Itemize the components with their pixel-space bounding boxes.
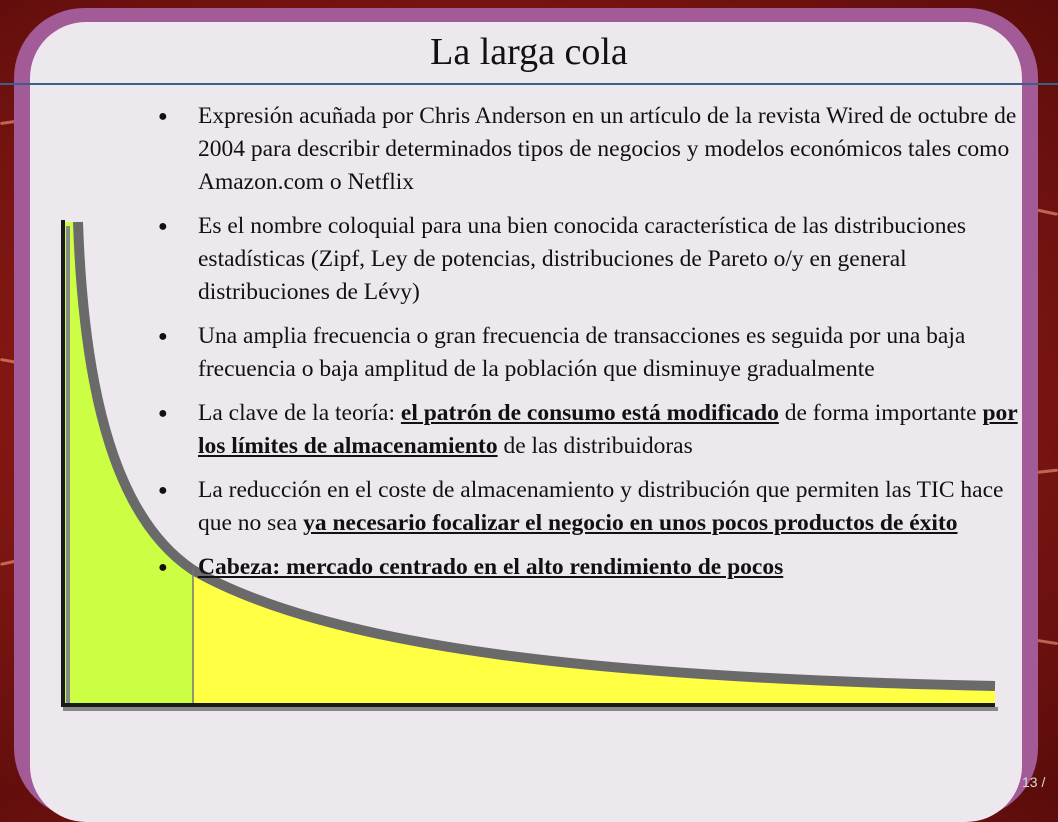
bullet-dot: ● (158, 405, 168, 422)
bullet-list (158, 100, 1028, 595)
bullet-item (158, 551, 1028, 584)
bullet-text: de forma importante (778, 400, 983, 426)
bullet-item (158, 397, 1028, 463)
bullet-emphasis: el patrón de consumo está modificado (400, 400, 779, 426)
bullet-dot: ● (158, 328, 168, 345)
bullet-text: La clave de la teoría: (198, 400, 401, 426)
bullet-emphasis: por los límites de almacenamiento (198, 400, 1018, 459)
bullet-item (158, 474, 1028, 540)
bullet-text: Expresión acuñada por Chris Anderson en un artículo de la revista Wired de octubre de 2004 para describir determinados tipos de negocios y modelos económicos tales como Amazon.com o Netflix (198, 103, 1017, 195)
bullet-item (158, 210, 1028, 309)
bullet-text: Es el nombre coloquial para una bien conocida característica de las distribuciones estadísticas (Zipf, Ley de potencias, distribuciones de Pareto o/y en general distribuciones de Lévy) (198, 213, 967, 305)
bullet-dot: ● (158, 482, 168, 499)
bullet-dot: ● (158, 218, 168, 235)
bullet-item (158, 100, 1028, 199)
bullet-text: La reducción en el coste de almacenamiento y distribución que permiten las TIC hace que no sea (198, 477, 1004, 536)
bullet-item (158, 320, 1028, 386)
bullet-dot: ● (158, 108, 168, 125)
bullet-emphasis: ya necesario focalizar el negocio en unos pocos productos de éxito (303, 510, 958, 536)
bullet-dot: ● (158, 559, 168, 576)
page-number: 13 / (1022, 774, 1046, 790)
slide-title: La larga cola (430, 31, 628, 73)
bullet-emphasis: Cabeza: mercado centrado en el alto rendimiento de pocos (198, 554, 784, 580)
bullet-text: de las distribuidoras (497, 433, 693, 459)
bullet-text: Una amplia frecuencia o gran frecuencia de transacciones es seguida por una baja frecuencia o baja amplitud de la población que disminuye gradualmente (198, 323, 966, 382)
